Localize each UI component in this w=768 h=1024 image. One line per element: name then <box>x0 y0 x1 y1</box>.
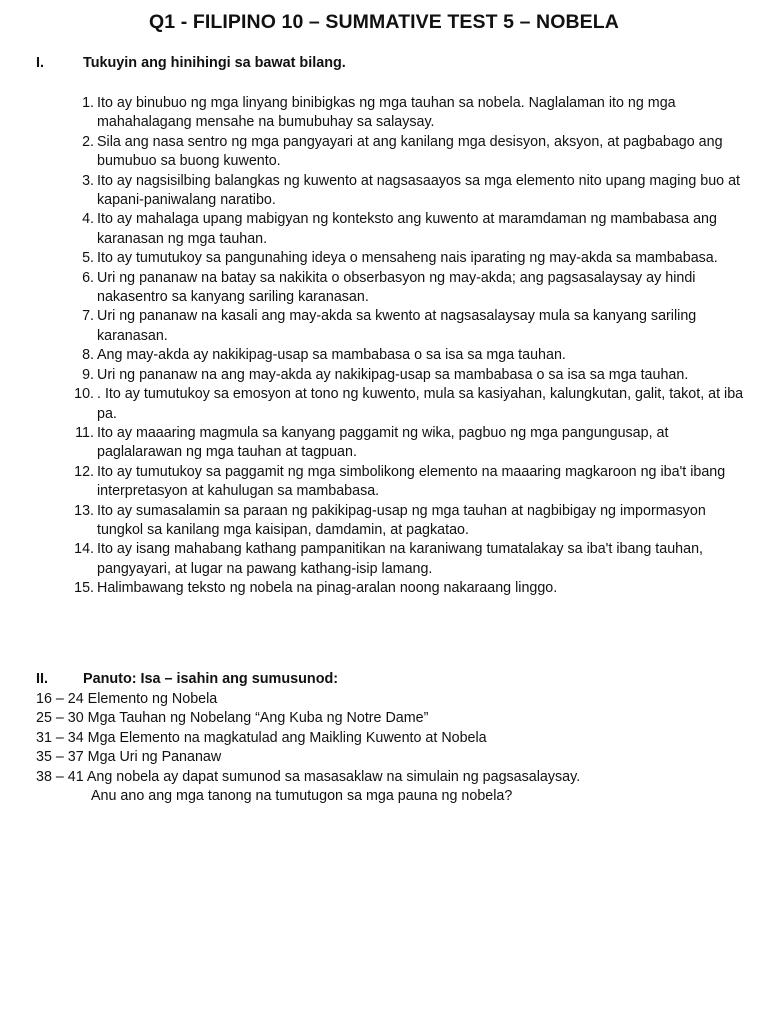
section-1-instruction: Tukuyin ang hinihingi sa bawat bilang. <box>83 55 346 71</box>
question-number: 8. <box>82 347 94 364</box>
question-text: Halimbawang teksto ng nobela na pinag-aralan noong nakaraang linggo. <box>97 580 558 597</box>
question-item <box>0 133 768 172</box>
question-number: 4. <box>82 211 94 228</box>
question-number: 13. <box>74 502 94 519</box>
enumeration-line: 35 – 37 Mga Uri ng Pananaw <box>36 749 222 766</box>
question-number: 12. <box>74 463 94 480</box>
question-number: 1. <box>82 95 94 111</box>
section-1-heading <box>36 55 346 71</box>
enumeration-list <box>36 690 580 806</box>
question-number: 11. <box>75 424 94 441</box>
question-item <box>0 366 768 385</box>
question-item <box>0 269 768 308</box>
question-text: Ito ay mahalaga upang mabigyan ng konteksto ang kuwento at maramdaman ng mambabasa ang karanasan ng mga tauhan. <box>97 211 717 247</box>
question-text: . Ito ay tumutukoy sa emosyon at tono ng kuwento, mula sa kasiyahan, kalungkutan, galit, takot, at iba pa. <box>97 386 744 422</box>
question-text: Ito ay binubuo ng mga linyang binibigkas ng mga tauhan sa nobela. Naglalaman ito ng mga mahahalagang mensahe na bumubuhay sa salaysay. <box>97 95 676 131</box>
question-number: 6. <box>82 269 94 286</box>
section-2-number: II. <box>36 671 48 687</box>
question-number: 5. <box>82 250 94 267</box>
question-number: 9. <box>82 366 94 383</box>
question-number: 14. <box>74 541 94 558</box>
question-item <box>0 385 768 424</box>
question-item <box>0 307 768 346</box>
question-text: Uri ng pananaw na ang may-akda ay nakikipag-usap sa mambabasa o sa isa sa mga tauhan. <box>97 366 689 383</box>
question-number: 3. <box>82 172 94 189</box>
question-text: Ito ay tumutukoy sa pangunahing ideya o mensaheng nais iparating ng may-akda sa mambabasa. <box>97 250 718 267</box>
question-item <box>0 172 768 211</box>
question-item <box>0 502 768 541</box>
section-2-heading <box>36 671 338 687</box>
question-text: Ito ay isang mahabang kathang pampanitikan na karaniwang tumatalakay sa iba't ibang tauhan, pangyayari, at lugar na pawang kathang-isip lamang. <box>97 541 703 577</box>
question-number: 10. <box>74 386 94 403</box>
question-text: Ito ay tumutukoy sa paggamit ng mga simbolikong elemento na maaaring magkaroon ng iba't ibang interpretasyon at kahulugan sa mambabasa. <box>97 463 726 500</box>
enumeration-line: 16 – 24 Elemento ng Nobela <box>36 691 218 707</box>
question-item <box>0 249 768 268</box>
question-text: Ang may-akda ay nakikipag-usap sa mambabasa o sa isa sa mga tauhan. <box>97 347 566 364</box>
question-text: Uri ng pananaw na batay sa nakikita o obserbasyon ng may-akda; ang pagsasalaysay ay hindi nakasentro sa kanyang sariling karanasan. <box>97 269 696 306</box>
question-text: Ito ay maaaring magmula sa kanyang paggamit ng wika, pagbuo ng mga pangungusap, at paglalarawan ng mga tauhan at tagpuan. <box>97 424 669 461</box>
section-1-number: I. <box>36 55 44 71</box>
question-item <box>0 579 768 598</box>
enumeration-line: 31 – 34 Mga Elemento na magkatulad ang Maikling Kuwento at Nobela <box>36 729 487 746</box>
question-item <box>0 424 768 463</box>
question-item <box>0 210 768 249</box>
enumeration-line: 38 – 41 Ang nobela ay dapat sumunod sa masasaklaw na simulain ng pagsasalaysay. <box>36 768 581 785</box>
question-text: Uri ng pananaw na kasali ang may-akda sa kwento at nagsasalaysay mula sa kanyang sariling karanasan. <box>97 308 697 344</box>
page-title: Q1 - FILIPINO 10 – SUMMATIVE TEST 5 – NOBELA <box>149 11 619 33</box>
question-text: Ito ay nagsisilbing balangkas ng kuwento at nagsasaayos sa mga elemento nito upang maging buo at kapani-paniwalang naratibo. <box>97 172 740 209</box>
enumeration-continuation: Anu ano ang mga tanong na tumutugon sa mga pauna ng nobela? <box>91 788 513 805</box>
question-item <box>0 94 768 133</box>
question-text: Ito ay sumasalamin sa paraan ng pakikipag-usap ng mga tauhan at nagbibigay ng impormasyon tungkol sa kanilang mga kaisipan, damdamin, at pagkatao. <box>97 502 706 538</box>
section-2-instruction: Panuto: Isa – isahin ang sumusunod: <box>83 671 339 687</box>
enumeration-line: 25 – 30 Mga Tauhan ng Nobelang “Ang Kuba ng Notre Dame” <box>36 710 429 727</box>
question-number: 7. <box>82 308 94 325</box>
question-list <box>0 94 768 599</box>
question-item <box>0 346 768 365</box>
question-item <box>0 540 768 579</box>
question-item <box>0 463 768 502</box>
question-number: 15. <box>74 580 94 597</box>
question-text: Sila ang nasa sentro ng mga pangyayari at ang kanilang mga desisyon, aksyon, at pagbabago ang bumubuo sa buong kuwento. <box>97 133 723 170</box>
question-number: 2. <box>82 133 94 150</box>
